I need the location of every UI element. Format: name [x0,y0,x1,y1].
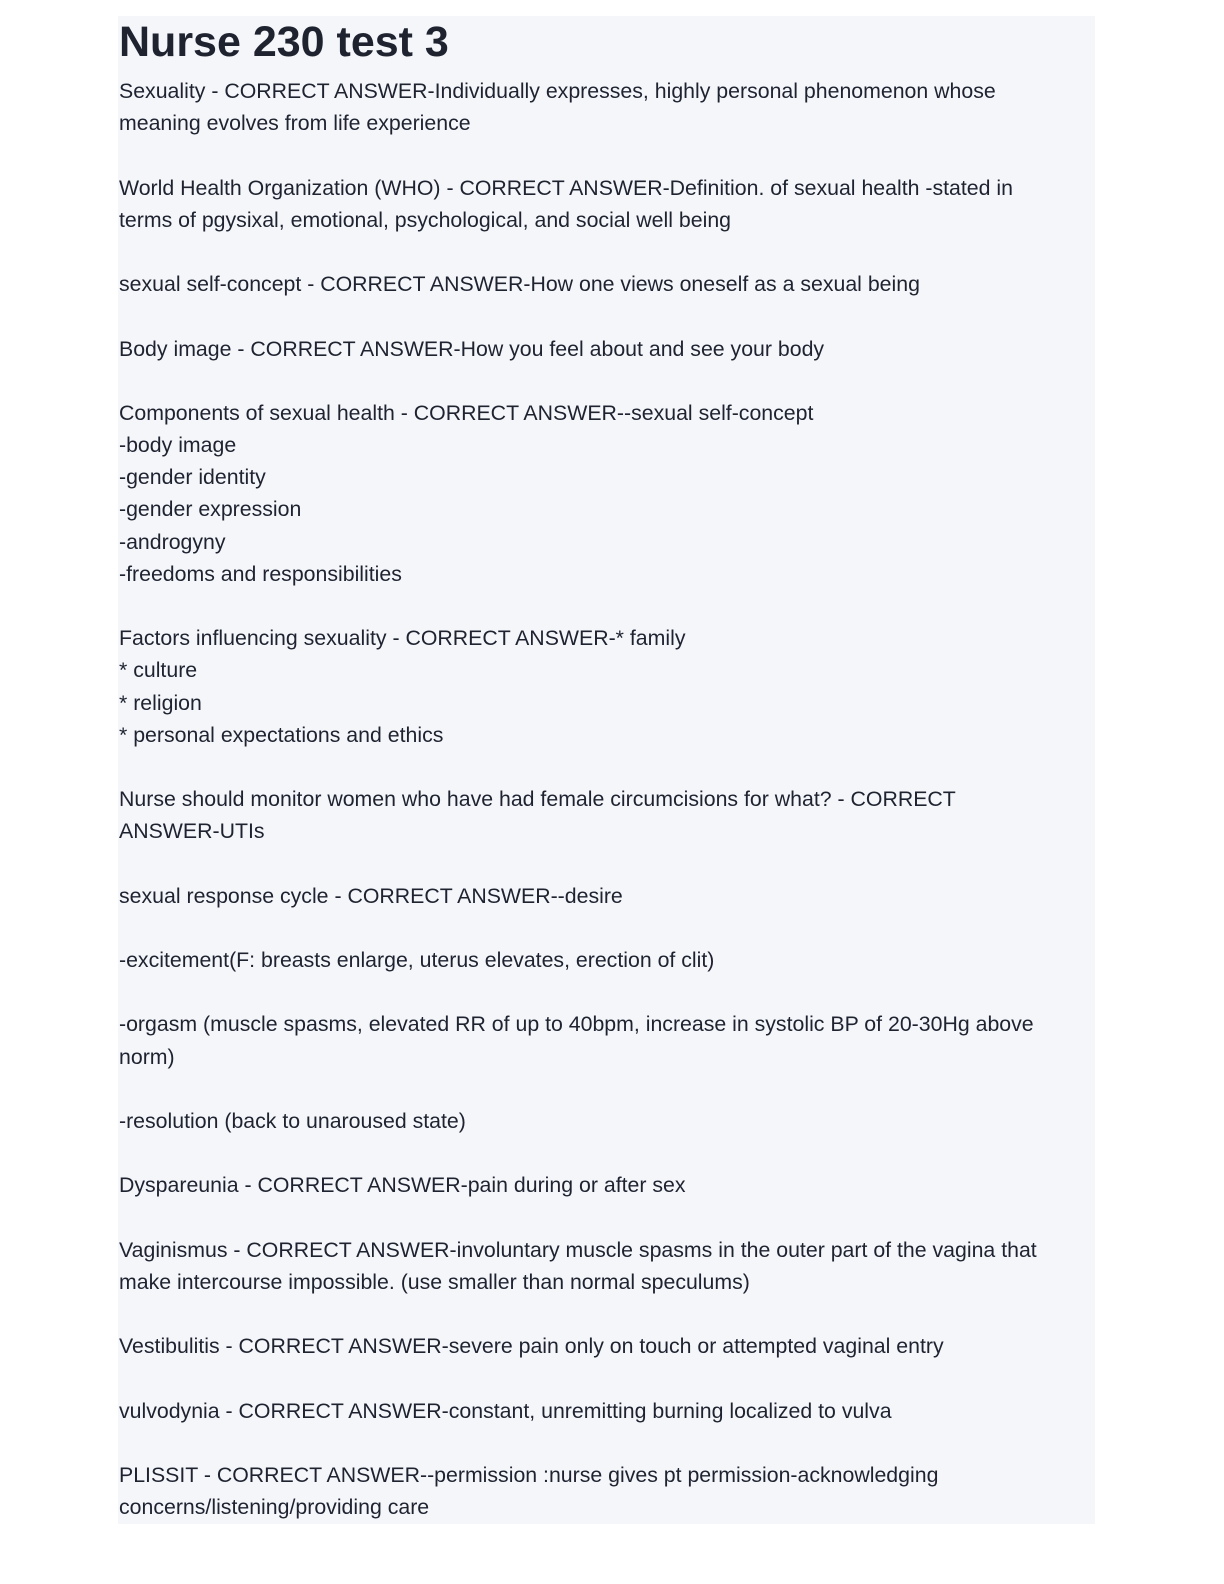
text-line: -gender identity [119,465,266,490]
blank-line [119,1363,1094,1395]
text-line: vulvodynia - CORRECT ANSWER-constant, unremitting burning localized to vulva [119,1398,892,1423]
text-line: sexual response cycle - CORRECT ANSWER--desire [119,883,623,908]
text-line: -body image [119,433,237,458]
document-body [119,75,1094,1523]
blank-line [119,139,1094,171]
text-line: -androgyny [119,529,226,554]
text-line: * religion [119,690,202,715]
blank-line [119,1298,1094,1330]
text-line: meaning evolves from life experience [119,111,471,136]
text-line: ANSWER-UTIs [119,819,265,844]
blank-line [119,300,1094,332]
blank-line [119,912,1094,944]
text-line: -orgasm (muscle spasms, elevated RR of up to 40bpm, increase in systolic BP of 20-30Hg above [119,1012,1034,1037]
text-line: concerns/listening/providing care [119,1495,430,1520]
blank-line [119,848,1094,880]
blank-line [119,1427,1094,1459]
text-line: Vaginismus - CORRECT ANSWER-involuntary muscle spasms in the outer part of the vagina that [119,1237,1037,1262]
blank-line [119,236,1094,268]
text-line: norm) [119,1044,175,1069]
text-line: terms of pgysixal, emotional, psychological, and social well being [119,207,732,232]
text-line: Sexuality - CORRECT ANSWER-Individually expresses, highly personal phenomenon whose [119,79,996,103]
text-line: -resolution (back to unaroused state) [119,1109,466,1133]
text-line: sexual self-concept - CORRECT ANSWER-How one views oneself as a sexual being [119,272,920,297]
text-line: Vestibulitis - CORRECT ANSWER-severe pain only on touch or attempted vaginal entry [119,1334,944,1359]
text-line: * personal expectations and ethics [119,722,444,747]
text-line: -excitement(F: breasts enlarge, uterus elevates, erection of clit) [119,948,715,973]
text-line: Body image - CORRECT ANSWER-How you feel about and see your body [119,336,825,361]
text-line: World Health Organization (WHO) - CORRECT ANSWER-Definition. of sexual health -stated in [119,175,1013,200]
text-line: -freedoms and responsibilities [119,561,402,586]
text-line: PLISSIT - CORRECT ANSWER--permission :nurse gives pt permission-acknowledging [119,1463,939,1488]
blank-line [119,976,1094,1008]
document-title: Nurse 230 test 3 [119,18,449,66]
blank-line [119,365,1094,397]
blank-line [119,590,1094,622]
text-line: Components of sexual health - CORRECT ANSWER--sexual self-concept [119,400,814,425]
text-line: -gender expression [119,497,302,522]
blank-line [119,1137,1094,1169]
blank-line [119,1202,1094,1234]
text-line: Nurse should monitor women who have had female circumcisions for what? - CORRECT [119,787,956,812]
text-line: make intercourse impossible. (use smaller than normal speculums) [119,1269,750,1294]
text-line: * culture [119,658,198,683]
text-line: Dyspareunia - CORRECT ANSWER-pain during or after sex [119,1173,686,1198]
blank-line [119,1073,1094,1105]
blank-line [119,751,1094,783]
text-line: Factors influencing sexuality - CORRECT ANSWER-* family [119,626,686,651]
